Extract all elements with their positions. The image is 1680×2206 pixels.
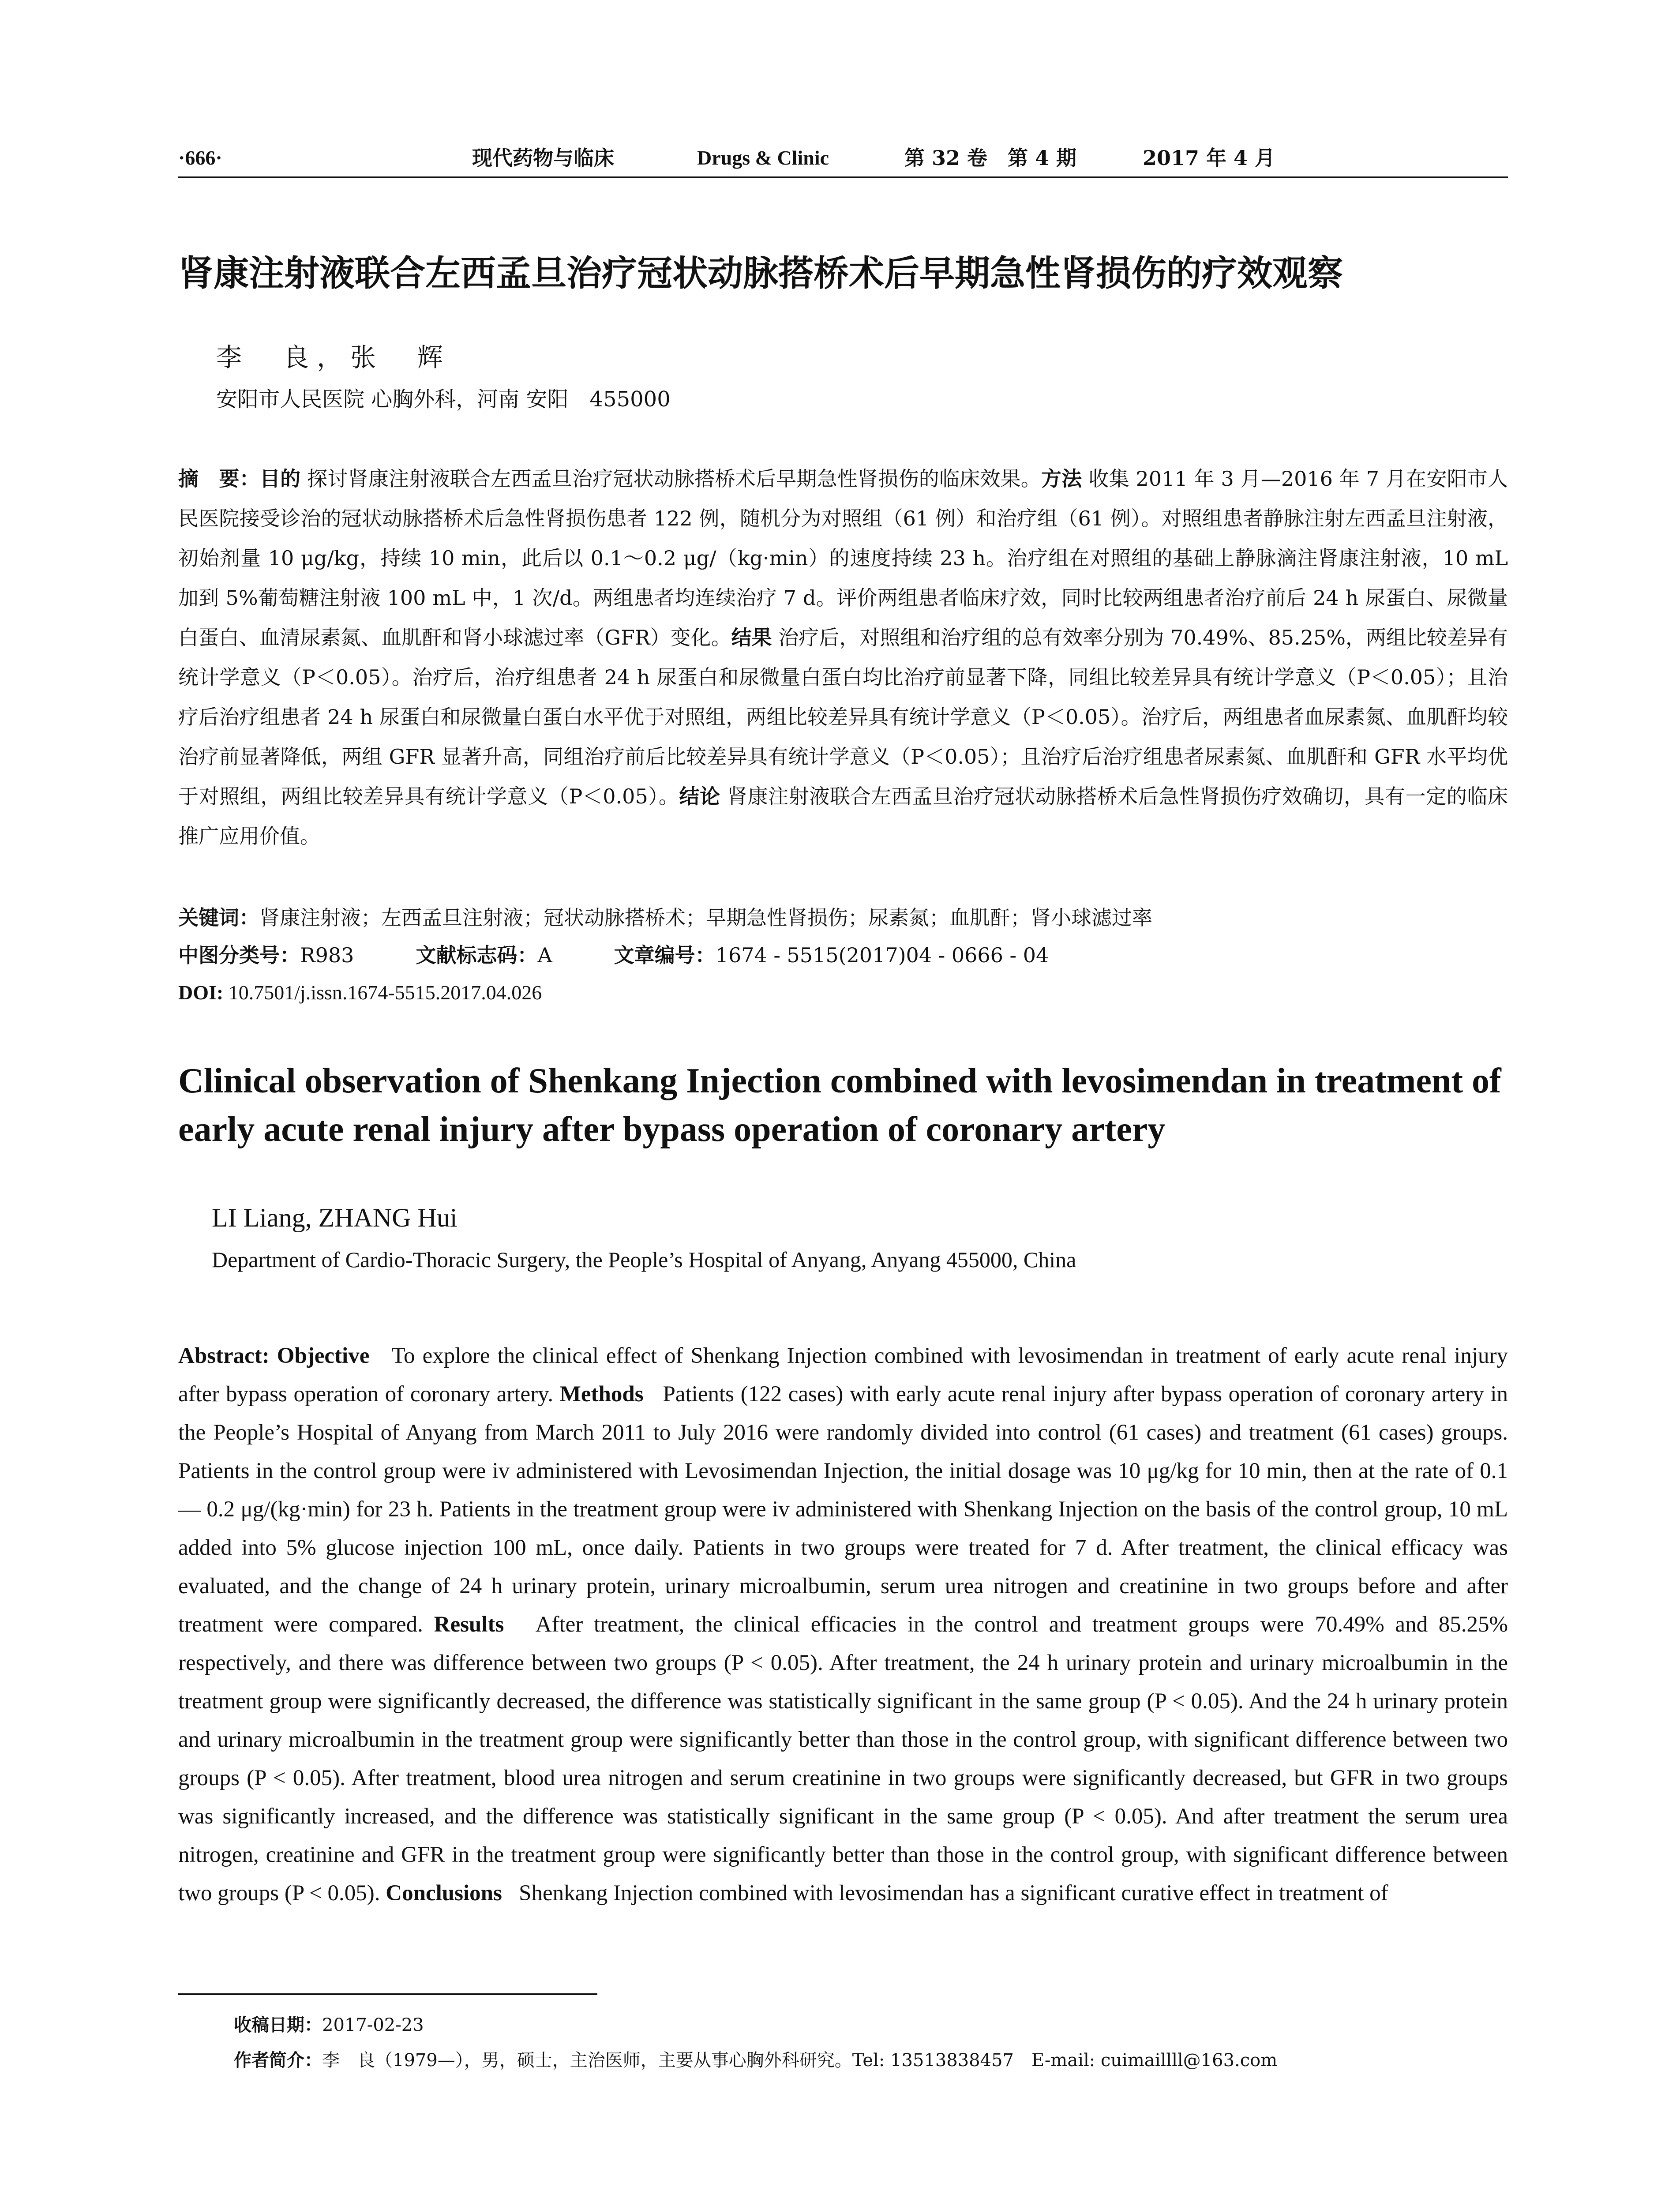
- keywords-text-cn: 肾康注射液；左西孟旦注射液；冠状动脉搭桥术；早期急性肾损伤；尿素氮；血肌酐；肾小球滤过率: [259, 906, 1152, 930]
- received-label: 收稿日期：: [234, 2015, 322, 2035]
- methods-label-en: Methods: [559, 1382, 644, 1407]
- header-rule: [178, 176, 1508, 178]
- results-label-en: Results: [434, 1612, 504, 1637]
- footnote-received: [234, 2012, 424, 2038]
- abstract-en: [178, 1337, 1508, 1913]
- results-text-en: After treatment, the clinical efficacies in the control and treatment groups were 70.49% and 85.25% respectively, and there was difference between two groups (P < 0.05). After treatment, the 24 h urinary protein and urinary microalbumin in the treatment group were significantly decreased, the difference was statistically significant in the same group (P < 0.05). And the 24 h urinary protein and urinary microalbumin in the treatment group were significantly better than those in the control group, with significant difference between two groups (P < 0.05). After treatment, blood urea nitrogen and serum creatinine in two groups were significantly decreased, but GFR in two groups was significantly increased, and the difference was statistically significant in the same group (P < 0.05). And after treatment the serum urea nitrogen, creatinine and GFR in the treatment group were significantly better than those in the control group, with significant difference between two groups (P < 0.05).: [178, 1612, 1508, 1906]
- results-text-cn: 治疗后，对照组和治疗组的总有效率分别为 70.49%、85.25%，两组比较差异有统计学意义（P＜0.05）。治疗后，治疗组患者 24 h 尿蛋白和尿微量白蛋白均比治疗前显著下降，同组比较差异具有统计学意义（P＜0.05）；且治疗后治疗组患者 24 h 尿蛋白和尿微量白蛋白水平优于对照组，两组比较差异具有统计学意义（P＜0.05）。治疗后，两组患者血尿素氮、血肌酐均较治疗前显著降低，两组 GFR 显著升高，同组治疗前后比较差异具有统计学意义（P＜0.05）；且治疗后治疗组患者尿素氮、血肌酐和 GFR 水平均优于对照组，两组比较差异具有统计学意义（P＜0.05）。: [178, 626, 1508, 808]
- objective-label-cn: 目的: [259, 467, 301, 491]
- journal-date: 2017 年 4 月: [1143, 146, 1275, 170]
- affiliation-cn: 安阳市人民医院 心胸外科，河南 安阳 455000: [216, 387, 671, 412]
- received-date: 2017-02-23: [322, 2015, 424, 2035]
- journal-issue: 第 32 卷 第 4 期: [904, 146, 1077, 170]
- objective-text-en: To explore the clinical effect of Shenkang Injection combined with levosimendan in treatment of early acute renal injury after bypass operation of coronary artery.: [178, 1343, 1508, 1407]
- author-bio-label: 作者简介：: [234, 2050, 322, 2071]
- journal-name-en: Drugs & Clinic: [697, 146, 829, 169]
- methods-label-cn: 方法: [1041, 467, 1082, 491]
- classification-row: [178, 938, 1049, 973]
- authors-en: LI Liang, ZHANG Hui: [212, 1203, 458, 1232]
- title-en: Clinical observation of Shenkang Injection combined with levosimendan in treatment of early acute renal injury after bypass operation of coronary artery: [178, 1062, 1501, 1149]
- clc-value: R983: [300, 943, 354, 967]
- article-no-label: 文章编号：: [614, 943, 716, 967]
- conclusion-label-cn: 结论: [679, 784, 720, 808]
- conclusions-label-en: Conclusions: [386, 1881, 502, 1906]
- doi-label: DOI:: [178, 981, 224, 1004]
- doc-code-value: A: [537, 943, 552, 967]
- conclusion-text-cn: 肾康注射液联合左西孟旦治疗冠状动脉搭桥术后急性肾损伤疗效确切，具有一定的临床推广应用价值。: [178, 784, 1508, 848]
- conclusions-text-en: Shenkang Injection combined with levosimendan has a significant curative effect in treatment of: [519, 1881, 1388, 1906]
- abstract-label-cn: 摘 要：: [178, 467, 260, 491]
- article-no-value: 1674 - 5515(2017)04 - 0666 - 04: [715, 943, 1049, 967]
- objective-text-cn: 探讨肾康注射液联合左西孟旦治疗冠状动脉搭桥术后早期急性肾损伤的临床效果。: [307, 467, 1041, 491]
- page-number: ·666·: [178, 146, 222, 169]
- authors-cn: 李 良，张 辉: [216, 342, 451, 372]
- doi-row: [178, 975, 542, 1010]
- title-cn: 肾康注射液联合左西孟旦治疗冠状动脉搭桥术后早期急性肾损伤的疗效观察: [178, 253, 1343, 294]
- clc-label: 中图分类号：: [178, 943, 300, 967]
- doi-value: 10.7501/j.issn.1674-5515.2017.04.026: [228, 981, 542, 1004]
- keywords-cn: [178, 900, 1152, 935]
- objective-label-en: Objective: [277, 1343, 370, 1368]
- results-label-cn: 结果: [731, 626, 772, 649]
- doc-code-label: 文献标志码：: [416, 943, 538, 967]
- author-bio-text: 李 良（1979—），男，硕士，主治医师，主要从事心胸外科研究。Tel: 13513838457 E-mail: cuimaillll@163.com: [322, 2050, 1278, 2071]
- methods-text-cn: 收集 2011 年 3 月—2016 年 7 月在安阳市人民医院接受诊治的冠状动脉搭桥术后急性肾损伤患者 122 例，随机分为对照组（61 例）和治疗组（61 例）。对照组患者静脉注射左西孟旦注射液，初始剂量 10 μg/kg，持续 10 min，此后以 0.1～0.2 μg/（kg·min）的速度持续 23 h。治疗组在对照组的基础上静脉滴注肾康注射液，10 mL 加到 5%葡萄糖注射液 100 mL 中，1 次/d。两组患者均连续治疗 7 d。评价两组患者临床疗效，同时比较两组患者治疗前后 24 h 尿蛋白、尿微量白蛋白、血清尿素氮、血肌酐和肾小球滤过率（GFR）变化。: [178, 467, 1508, 649]
- footnote-author: [234, 2047, 1277, 2074]
- affiliation-en: Department of Cardio-Thoracic Surgery, the People’s Hospital of Anyang, Anyang 455000, China: [212, 1247, 1076, 1272]
- footnote-rule: [178, 1993, 597, 1995]
- abstract-cn: [178, 459, 1508, 856]
- keywords-label-cn: 关键词：: [178, 906, 259, 930]
- abstract-label-en: Abstract:: [178, 1343, 270, 1368]
- journal-name-cn: 现代药物与临床: [472, 146, 614, 170]
- methods-text-en: Patients (122 cases) with early acute renal injury after bypass operation of coronary artery in the People’s Hospital of Anyang from March 2011 to July 2016 were randomly divided into control (61 cases) and treatment (61 cases) groups. Patients in the control group were iv administered with Levosimendan Injection, the initial dosage was 10 μg/kg for 10 min, then at the rate of 0.1 — 0.2 μg/(kg·min) for 23 h. Patients in the treatment group were iv administered with Shenkang Injection on the basis of the control group, 10 mL added into 5% glucose injection 100 mL, once daily. Patients in two groups were treated for 7 d. After treatment, the clinical efficacy was evaluated, and the change of 24 h urinary protein, urinary microalbumin, serum urea nitrogen and creatinine in two groups before and after treatment were compared.: [178, 1382, 1508, 1637]
